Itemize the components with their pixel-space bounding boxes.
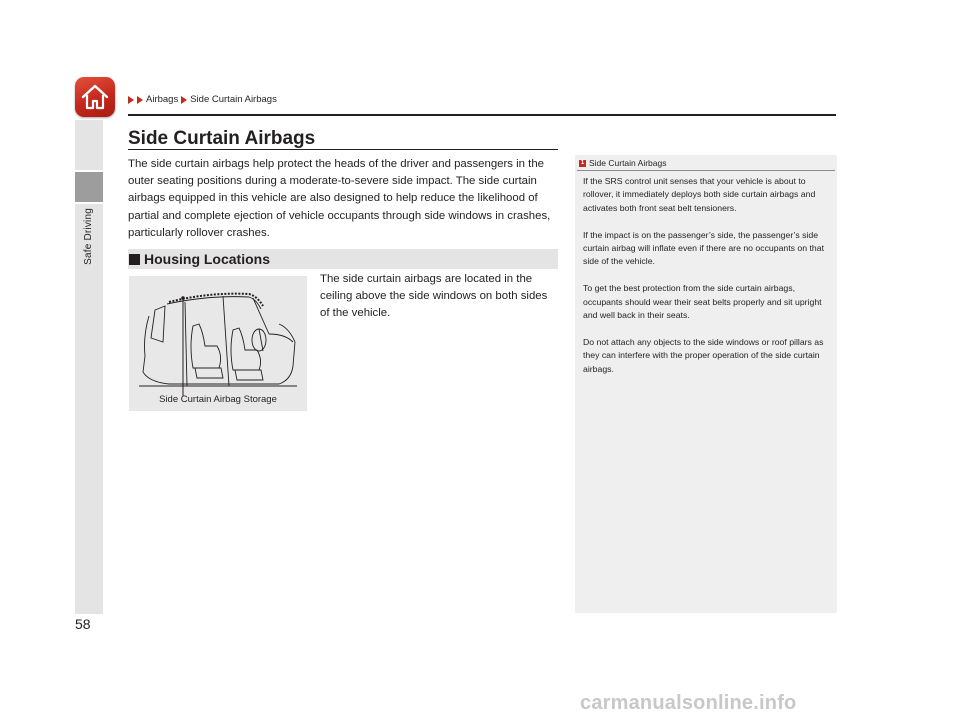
home-button[interactable]: [75, 77, 115, 117]
intro-paragraph: The side curtain airbags help protect the heads of the driver and passengers in the outer seating positions during a moderate-to-severe side impact. The side curtain airbags equipped in this vehicle are also designed to help reduce the likelihood of partial and complete ejection of vehicle occupants through side windows in crashes, particularly rollover crashes.: [128, 158, 551, 239]
note-heading-text: Side Curtain Airbags: [589, 158, 667, 168]
note-reference-icon: 1: [580, 159, 585, 166]
page-number: 58: [75, 616, 91, 632]
section-heading: [129, 251, 270, 267]
home-icon: [80, 82, 110, 112]
chapter-tab-top: [75, 120, 103, 170]
breadcrumb: [128, 94, 277, 105]
watermark: carmanualsonline.info: [580, 692, 797, 714]
breadcrumb-arrow-icon: [128, 96, 134, 104]
chapter-tab-active[interactable]: [75, 172, 103, 202]
note-heading: [579, 158, 667, 168]
breadcrumb-item-current: Side Curtain Airbags: [190, 94, 277, 105]
note-paragraph: If the SRS control unit senses that your vehicle is about to rollover, it immediately deploys both side curtain airbags and activates both front seat belt tensioners.: [583, 176, 816, 213]
note-paragraph: Do not attach any objects to the side windows or roof pillars as they can interfere with the proper operation of the side curtain airbags.: [583, 336, 824, 374]
breadcrumb-arrow-icon: [137, 96, 143, 104]
chapter-tab-label[interactable]: Safe Driving: [83, 208, 94, 265]
note-body: [583, 175, 830, 389]
note-divider: [577, 170, 835, 171]
note-paragraph: If the impact is on the passenger’s side, the passenger’s side curtain airbag will inflate even if there are no occupants on that side of the vehicle.: [583, 229, 824, 267]
page-title: Side Curtain Airbags: [128, 128, 316, 149]
note-paragraph: To get the best protection from the side curtain airbags, occupants should wear their seat belts properly and sit upright and well back in their seats.: [583, 283, 822, 321]
section-heading-text: Housing Locations: [144, 251, 270, 267]
section-square-icon: [129, 254, 140, 265]
location-paragraph: The side curtain airbags are located in the ceiling above the side windows on both sides of the vehicle.: [320, 273, 548, 320]
car-interior-icon: [129, 276, 307, 411]
chapter-tab-bottom: [75, 204, 103, 614]
breadcrumb-item-airbags[interactable]: Airbags: [146, 94, 179, 105]
breadcrumb-arrow-icon: [181, 96, 187, 104]
vehicle-interior-illustration: [129, 276, 307, 411]
header-divider: [128, 114, 836, 116]
title-divider: [128, 149, 558, 150]
figure-caption: Side Curtain Airbag Storage: [159, 394, 277, 405]
